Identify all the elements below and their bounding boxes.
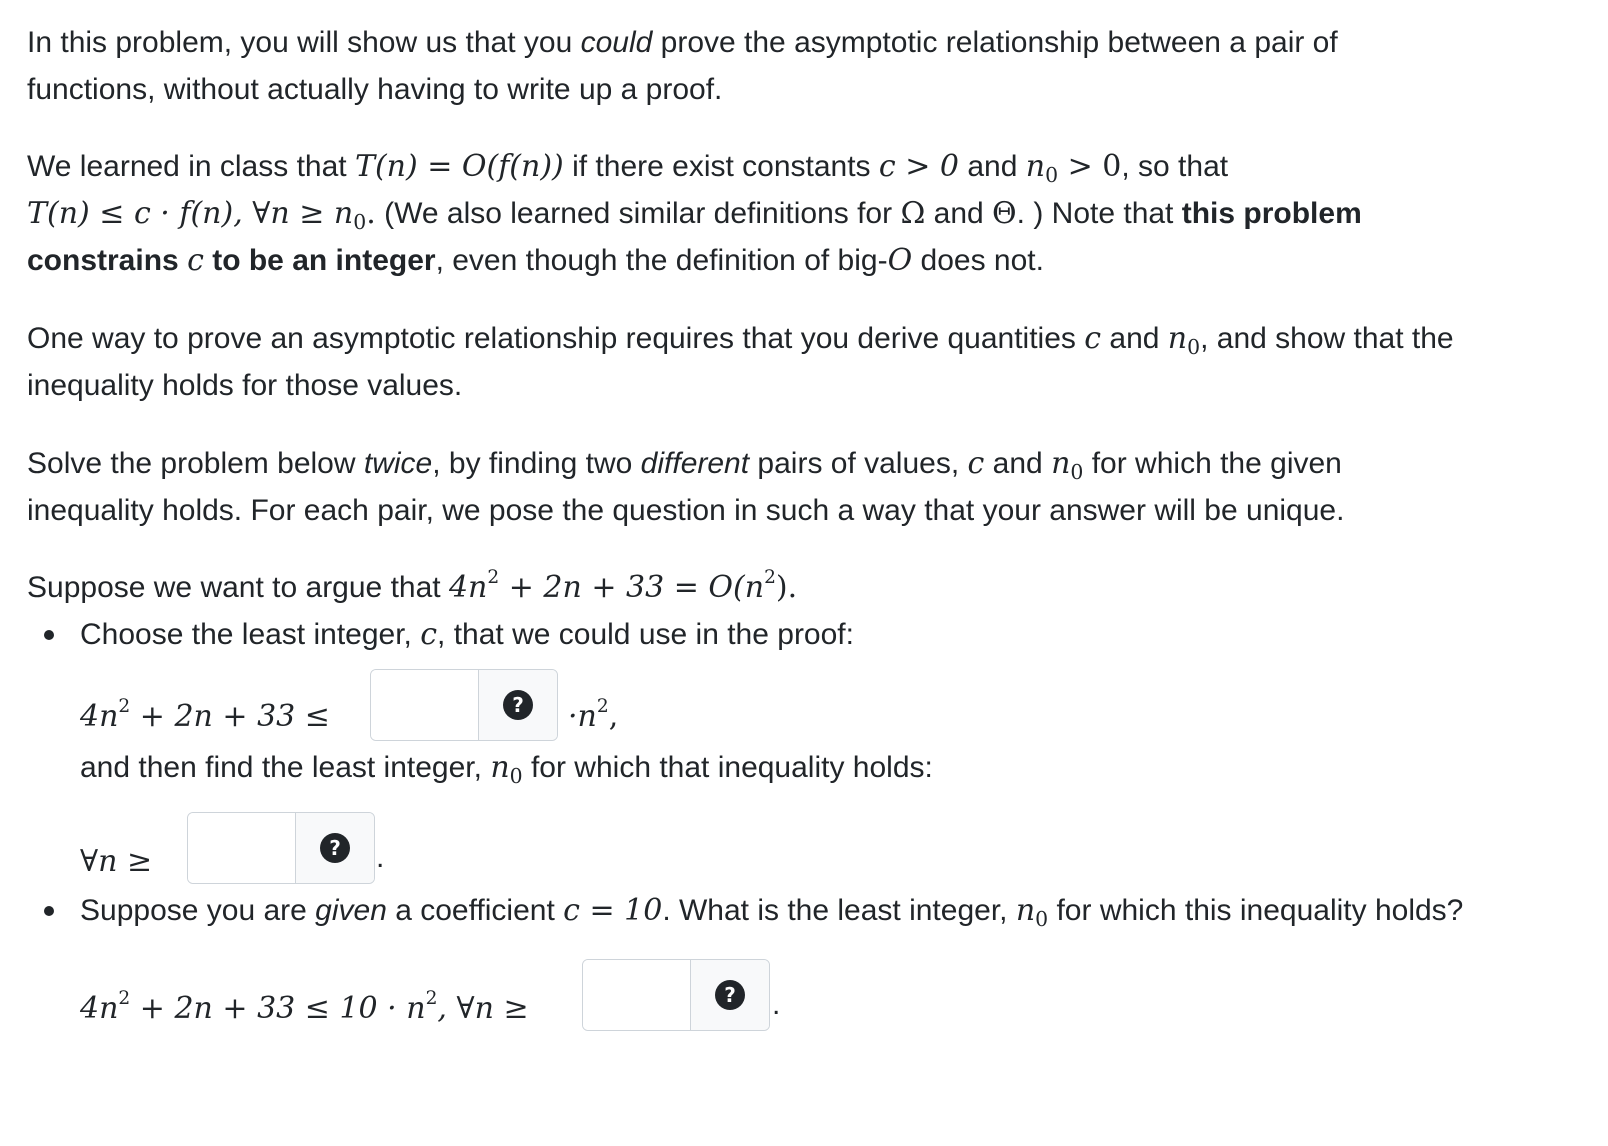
n0-answer-box bbox=[187, 812, 375, 884]
n0-input[interactable] bbox=[188, 813, 296, 883]
n0-equation-row: ∀n ≥ ? . bbox=[80, 791, 1600, 887]
n0-given-c-input[interactable] bbox=[583, 960, 691, 1030]
help-circle-icon: ? bbox=[503, 690, 533, 720]
big-o-definition: T(n) = O(f(n)) bbox=[354, 149, 564, 184]
method-paragraph: One way to prove an asymptotic relationship requires that you derive quantities c and $n_0$, and show that the inequality holds for those values. bbox=[27, 321, 1454, 402]
question-2: Suppose you are given a coefficient c = 10. What is the least integer, $n_0$ for which this inequality holds? $4n^2 + 2n + 33 \le 10 \cdot n^2$, ∀n ≥ ? . bbox=[0, 887, 1600, 1034]
help-circle-icon: ? bbox=[320, 833, 350, 863]
help-circle-icon: ? bbox=[715, 980, 745, 1010]
n0-instruction: and then find the least integer, $n_0$ for which that inequality holds: bbox=[80, 750, 933, 789]
given-c-equation-row: $4n^2 + 2n + 33 \le 10 \cdot n^2$, ∀n ≥ ? . bbox=[80, 934, 1600, 1034]
instructions-paragraph: Solve the problem below twice, by finding two different pairs of values, c and $n_0$ for which the given inequality holds. For each pair, we pose the question in such a way that your answer will be unique. bbox=[27, 446, 1345, 527]
c-inequality: $4n^2 + 2n + 33$ ≤ bbox=[80, 696, 330, 734]
given-c-inequality: $4n^2 + 2n + 33 \le 10 \cdot n^2$, ∀n ≥ bbox=[80, 988, 529, 1026]
c-answer-box bbox=[370, 669, 558, 741]
question-1: Choose the least integer, c, that we could use in the proof: $4n^2 + 2n + 33$ ≤ ? $\cdot n^2$, and then find the least integer, $n_0$ for which that inequality holds: ∀n ≥ ? . bbox=[0, 611, 1600, 887]
c-help-button[interactable] bbox=[479, 670, 557, 740]
c-equation-row: $4n^2 + 2n + 33$ ≤ ? $\cdot n^2$, bbox=[80, 658, 1600, 744]
definition-paragraph: We learned in class that T(n) = O(f(n)) if there exist constants c > 0 and $n_0 > 0$, so that T(n) ≤ c · f(n), ∀n ≥ $n_0$. (We also learned similar definitions for Ω and Θ. ) Note that this problem constrains c to be an integer, even though the definition of big-O does not. bbox=[27, 149, 1362, 278]
question-list bbox=[0, 611, 1600, 1034]
problem-statement: Suppose we want to argue that $4n^2 + 2n + 33 = O(n^2)$. bbox=[27, 567, 798, 605]
c-input[interactable] bbox=[371, 670, 479, 740]
n0-help-button[interactable] bbox=[296, 813, 374, 883]
intro-paragraph: In this problem, you will show us that you could prove the asymptotic relationship between a pair of functions, without actually having to write up a proof. bbox=[27, 26, 1338, 106]
n0-given-c-help-button[interactable] bbox=[691, 960, 769, 1030]
n0-given-c-answer-box bbox=[582, 959, 770, 1031]
